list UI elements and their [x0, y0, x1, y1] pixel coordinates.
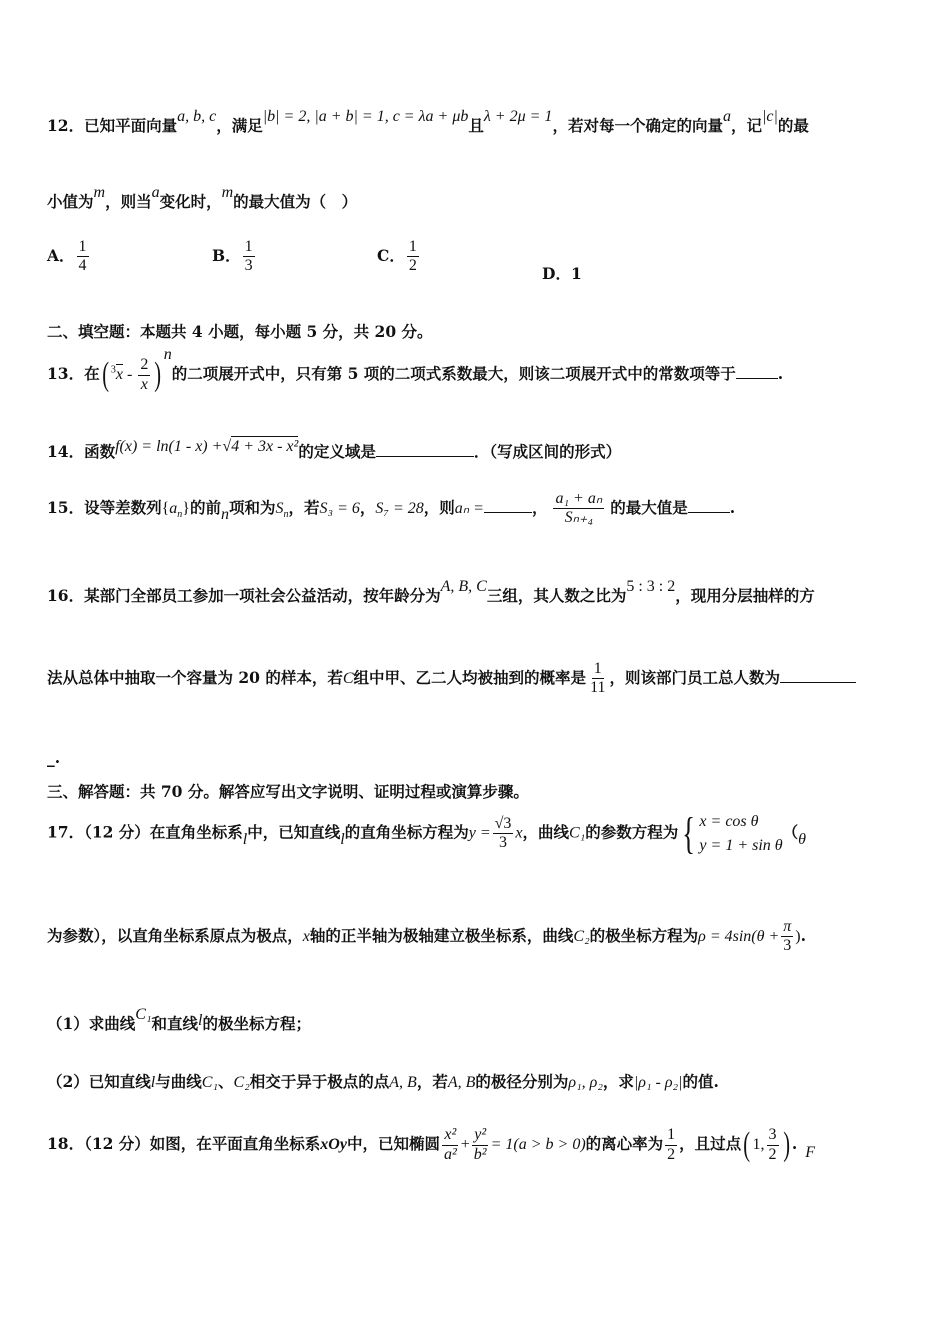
- text: 组中甲、乙二人均被抽到的概率是: [353, 667, 587, 687]
- fraction-e: [665, 1126, 677, 1164]
- text: 与曲线: [155, 1072, 202, 1091]
- question-number: 17．: [47, 822, 85, 842]
- fraction: [407, 238, 419, 276]
- math-n: n: [220, 505, 229, 523]
- math-c1: C₁: [135, 1006, 152, 1023]
- math-ab: A, B: [447, 1074, 476, 1091]
- answer-blank[interactable]: [736, 364, 778, 379]
- math-sn: $S_n$: [275, 499, 289, 521]
- param-eq-2: y = 1 + sin θ: [699, 836, 783, 854]
- denominator: 2: [408, 257, 417, 275]
- text: 、: [218, 1072, 234, 1091]
- question-18: [47, 1126, 815, 1164]
- text: .: [791, 1134, 798, 1153]
- sn-var: S: [275, 499, 284, 517]
- text: ，记: [730, 116, 762, 135]
- text: 在: [84, 364, 100, 383]
- numerator: 1: [665, 1126, 677, 1145]
- math-m: m: [221, 184, 234, 201]
- math-point-x: 1,: [752, 1136, 765, 1153]
- text: ，: [531, 497, 548, 517]
- math-a: a: [151, 184, 160, 201]
- numerator: 1: [243, 238, 255, 257]
- text: .: [729, 497, 736, 517]
- option-c: [377, 238, 421, 276]
- text: 轴的正半轴为极轴建立极坐标系，曲线: [309, 925, 574, 945]
- math-ab: A, B: [389, 1074, 417, 1091]
- denominator: b²: [473, 1145, 487, 1163]
- option-b: [212, 238, 257, 276]
- question-15: [47, 490, 735, 528]
- denominator: 11: [590, 679, 606, 697]
- option-label: B．: [212, 245, 241, 265]
- math-rho-end: ): [795, 927, 801, 945]
- option-d: [542, 262, 582, 284]
- math-brace: {: [682, 809, 696, 858]
- denominator: 3: [783, 937, 792, 955]
- text: 设等差数列: [84, 497, 162, 517]
- math-y-eq: y =: [468, 824, 491, 842]
- math-ratio: 5 : 3 : 2: [626, 578, 676, 595]
- option-label: D．: [542, 264, 571, 283]
- text: ，满足: [216, 116, 263, 135]
- text: （12 分）在直角坐标系: [84, 822, 243, 842]
- fraction: [553, 490, 604, 528]
- question-17-part-1: [47, 1006, 312, 1034]
- numerator: π: [781, 918, 793, 937]
- math-c1: C₁: [569, 824, 586, 842]
- section-3-heading: [47, 780, 529, 802]
- question-number: 15．: [47, 497, 85, 517]
- math-seq: $\{a_n\}$: [161, 499, 190, 521]
- answer-blank[interactable]: [780, 668, 856, 683]
- math-right-paren: ): [154, 356, 162, 393]
- math-vars: a, b, c: [177, 108, 217, 125]
- math-c2: C₂: [573, 927, 590, 945]
- math-sqrt: √4 + 3x - x²: [222, 438, 299, 455]
- denominator: 2: [768, 1145, 777, 1163]
- question-16-line-3: [47, 748, 60, 767]
- math-exponent-n: n: [163, 345, 172, 363]
- text: ，若: [416, 1072, 448, 1091]
- math-s3: S₃ = 6: [319, 499, 360, 517]
- text: 的前: [189, 497, 221, 517]
- question-17-part-2: [47, 1070, 719, 1092]
- math-l: l: [198, 1012, 203, 1029]
- answer-blank-max[interactable]: [688, 498, 730, 513]
- numerator: x²: [442, 1126, 458, 1145]
- text: ，若对每一个确定的向量: [552, 116, 723, 135]
- fraction-pt: [767, 1126, 779, 1164]
- text: 中，已知椭圆: [346, 1134, 440, 1153]
- text: ．（写成区间的形式）: [473, 442, 622, 461]
- question-16-line-2: [47, 660, 856, 698]
- denominator: a²: [443, 1145, 457, 1163]
- numerator: 1: [407, 238, 419, 257]
- denominator: 4: [78, 257, 87, 275]
- answer-blank[interactable]: [376, 442, 474, 457]
- math-plus: +: [460, 1136, 470, 1153]
- numerator: √3: [493, 815, 514, 834]
- denominator: Sₙ₊₄: [564, 509, 594, 527]
- option-label: C．: [377, 245, 405, 265]
- math-m: m: [93, 184, 106, 201]
- text: 的最: [777, 116, 809, 135]
- math-f: F: [805, 1144, 816, 1161]
- text: 函数: [84, 442, 116, 461]
- text: ，则当: [105, 192, 152, 211]
- math-x: x: [302, 927, 310, 945]
- question-number: 16．: [47, 586, 85, 605]
- answer-blank-an[interactable]: [484, 498, 532, 513]
- text: 的参数方程为: [585, 822, 679, 842]
- text: 的值.: [682, 1072, 719, 1091]
- fraction-x: [442, 1126, 459, 1164]
- question-number: 13．: [47, 364, 85, 383]
- text: 的极径分别为: [475, 1072, 569, 1091]
- text: 的极坐标方程为: [589, 925, 699, 945]
- math-abs-c: |c|: [761, 108, 778, 125]
- math-x: x: [515, 824, 523, 842]
- question-14: [47, 440, 621, 462]
- text: 的离心率为: [585, 1134, 664, 1153]
- question-17-line-1: [47, 808, 806, 859]
- option-value: 1: [570, 264, 582, 283]
- section-2-heading: [47, 320, 433, 342]
- numerator: 1: [77, 238, 89, 257]
- math-l: l: [150, 1074, 156, 1091]
- text: 相交于异于极点的点: [249, 1072, 390, 1091]
- param-system: [699, 810, 782, 858]
- math-left-paren: (: [101, 356, 109, 393]
- fraction: [243, 238, 255, 276]
- text: .: [777, 364, 784, 383]
- fraction: [781, 918, 793, 956]
- fraction: [77, 238, 89, 276]
- text: 为参数），以直角坐标系原点为极点，: [47, 925, 303, 945]
- text: （: [782, 822, 799, 842]
- denominator: 2: [667, 1145, 676, 1163]
- option-label: A．: [47, 245, 75, 265]
- math-c1: C₁: [201, 1074, 218, 1091]
- numerator: 3: [767, 1126, 779, 1145]
- text: _.: [47, 748, 61, 767]
- math-theta: θ: [798, 830, 807, 848]
- text: 的二项展开式中，只有第 5 项的二项式系数最大，则该二项展开式中的常数项等于: [171, 364, 736, 383]
- text: ，若: [288, 497, 320, 517]
- math-l: l: [242, 830, 248, 848]
- fraction-y: [472, 1126, 489, 1164]
- text: ，: [359, 497, 376, 517]
- text: ，则该部门员工总人数为: [609, 667, 780, 687]
- option-a: [47, 238, 91, 276]
- text: ，且过点: [679, 1134, 742, 1153]
- fraction: [138, 356, 150, 394]
- text: 法从总体中抽取一个容量为 20 的样本，若: [47, 667, 343, 687]
- text: 已知平面向量: [84, 116, 178, 135]
- math-groups: A, B, C: [440, 578, 487, 595]
- radicand: 4 + 3x - x²: [231, 438, 299, 455]
- math-left-paren: (: [743, 1126, 751, 1163]
- question-12-line-2: [47, 184, 358, 212]
- question-12-line-1: [47, 108, 809, 136]
- math-rhos: ρ₁, ρ₂: [568, 1074, 603, 1091]
- math-function: f(x) = ln(1 - x) +: [115, 438, 223, 455]
- math-an: aₙ =: [454, 499, 484, 517]
- math-rho: ρ = 4sin(θ +: [698, 927, 780, 945]
- text: 和直线: [151, 1014, 199, 1033]
- text: 变化时，: [159, 192, 222, 211]
- question-16-line-1: [47, 578, 815, 606]
- denominator: 3: [244, 257, 253, 275]
- text: 的最大值为（ ）: [233, 192, 358, 211]
- text: ，则: [423, 497, 455, 517]
- text: ，现用分层抽样的方: [675, 586, 815, 605]
- question-number: 14．: [47, 442, 85, 461]
- text: 三组，其人数之比为: [486, 586, 627, 605]
- text: 的直角坐标方程为: [344, 822, 469, 842]
- text: 的极坐标方程；: [202, 1014, 312, 1033]
- math-condition: = 1(a > b > 0): [490, 1136, 586, 1153]
- text: 且: [468, 116, 484, 135]
- numerator: y²: [472, 1126, 488, 1145]
- text: 项和为: [228, 497, 276, 517]
- text: 某部门全部员工参加一项社会公益活动，按年龄分为: [84, 586, 441, 605]
- question-number: 18．: [47, 1134, 85, 1153]
- math-abs-rho: |ρ₁ - ρ₂|: [633, 1074, 683, 1091]
- question-17-line-2: [47, 918, 806, 956]
- fraction: [588, 660, 607, 698]
- math-right-paren: ): [782, 1126, 790, 1163]
- text: （12 分）如图，在平面直角坐标系: [84, 1134, 321, 1153]
- math-condition-2: λ + 2μ = 1: [483, 108, 553, 125]
- math-cbrt: $^3$x -: [110, 364, 137, 383]
- text: 小值为: [47, 192, 94, 211]
- numerator: 1: [592, 660, 604, 679]
- text: 的最大值是: [610, 497, 688, 517]
- math-condition: |b| = 2, |a + b| = 1, c = λa + μb: [262, 108, 469, 125]
- math-xoy: xOy: [320, 1136, 347, 1153]
- text: ，求: [602, 1072, 634, 1091]
- numerator: 2: [138, 356, 150, 375]
- question-number: 12．: [47, 116, 85, 135]
- param-eq-1: x = cos θ: [699, 812, 759, 830]
- denominator: 3: [499, 834, 508, 851]
- math-c: C: [342, 669, 354, 687]
- text: .: [800, 925, 807, 945]
- math-a: a: [722, 108, 731, 125]
- math-l: l: [340, 830, 345, 848]
- numerator: a₁ + aₙ: [553, 490, 604, 509]
- question-13: [47, 345, 784, 394]
- section-title: 二、填空题：本题共 4 小题，每小题 5 分，共 20 分。: [47, 322, 433, 341]
- denominator: x: [140, 375, 148, 393]
- text: （1）求曲线: [47, 1014, 136, 1033]
- math-c2: C₂: [233, 1074, 250, 1091]
- section-title: 三、解答题：共 70 分。解答应写出文字说明、证明过程或演算步骤。: [47, 782, 529, 801]
- math-s7: S₇ = 28: [375, 499, 424, 517]
- fraction: [493, 815, 514, 853]
- text: 中，已知直线: [247, 822, 341, 842]
- text: ，曲线: [522, 822, 570, 842]
- seq-var: a: [169, 499, 178, 517]
- text: （2）已知直线: [47, 1072, 151, 1091]
- text: 的定义域是: [298, 442, 376, 461]
